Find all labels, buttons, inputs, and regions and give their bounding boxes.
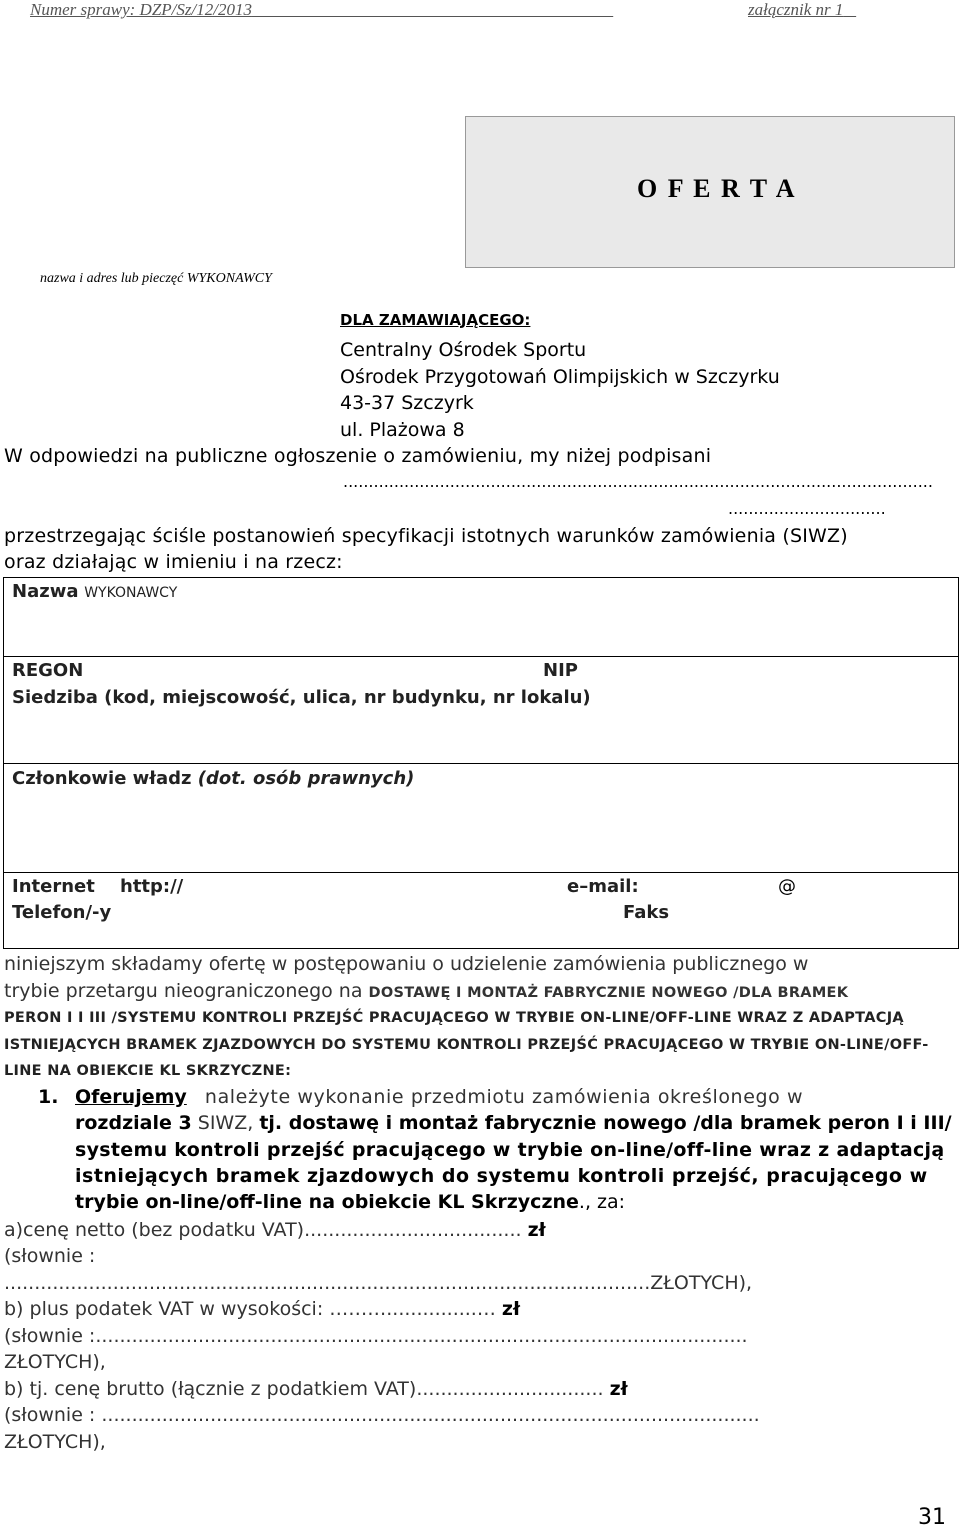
nip-label: NIP <box>543 660 578 681</box>
point-1-line-1: Oferujemy należyte wykonanie przedmiotu zamówienia określonego w <box>75 1086 804 1108</box>
phone-label: Telefon/-y <box>12 902 112 923</box>
signatory-dots-2: ............................... <box>728 499 886 518</box>
recipient-line-2: Ośrodek Przygotowań Olimpijskich w Szczyrku <box>340 366 780 388</box>
point-1-line-2: rozdziale 3 SIWZ, tj. dostawę i montaż fabrycznie nowego /dla bramek peron I i III/ <box>75 1112 952 1134</box>
offer-line-3: PERON I I III /SYSTEMU KONTROLI PRZEJŚĆ PRACUJĄCEGO W TRYBIE ON-LINE/OFF-LINE WRAZ Z ADAPTACJĄ <box>4 1010 904 1026</box>
recipient-line-3: 43-37 Szczyrk <box>340 392 474 414</box>
offer-line-2: trybie przetargu nieograniczonego na DOSTAWĘ I MONTAŻ FABRYCZNIE NOWEGO /DLA BRAMEK <box>4 980 849 1002</box>
form-separator <box>3 763 959 764</box>
offer-line-1: niniejszym składamy ofertę w postępowaniu o udzielenie zamówienia publicznego w <box>4 953 809 975</box>
board-members-label: Członkowie władz (dot. osób prawnych) <box>12 768 415 789</box>
offer-title: O F E R T A <box>637 174 797 203</box>
recipient-line-1: Centralny Ośrodek Sportu <box>340 339 587 361</box>
form-separator <box>3 872 959 873</box>
page-number: 31 <box>918 1505 946 1530</box>
vat-words-dots: (słownie :............................................................................................................ <box>4 1325 748 1347</box>
form-separator <box>3 656 959 657</box>
offer-line-4: ISTNIEJĄCYCH BRAMEK ZJAZDOWYCH DO SYSTEMU KONTROLI PRZEJŚĆ PRACUJĄCEGO W TRYBIE ON-LINE/OFF- <box>4 1037 929 1053</box>
recipient-line-4: ul. Plażowa 8 <box>340 419 465 441</box>
gross-price-line: b) tj. cenę brutto (łącznie z podatkiem VAT)............................... zł <box>4 1378 628 1400</box>
point-1-line-5: trybie on-line/off-line na obiekcie KL Skrzyczne., za: <box>75 1191 626 1213</box>
regon-label: REGON <box>12 660 84 681</box>
vat-line: b) plus podatek VAT w wysokości: ………...............… zł <box>4 1298 521 1320</box>
intro-line-1: W odpowiedzi na publiczne ogłoszenie o zamówieniu, my niżej podpisani <box>4 445 712 467</box>
intro-line-2: przestrzegając ściśle postanowień specyfikacji istotnych warunków zamówienia (SIWZ) <box>4 525 848 547</box>
internet-label: Internet <box>12 876 95 897</box>
gross-words-currency: ZŁOTYCH), <box>4 1431 106 1453</box>
gross-words-dots: (słownie : ............................................................................................................. <box>4 1404 760 1426</box>
net-price-words-label: (słownie : <box>4 1245 96 1267</box>
net-price-line: a)cenę netto (bez podatku VAT).................................... zł <box>4 1219 546 1241</box>
point-1-line-3: systemu kontroli przejść pracującego w trybie on-line/off-line wraz z adaptacją <box>75 1139 945 1161</box>
intro-line-3: oraz działając w imieniu i na rzecz: <box>4 551 343 573</box>
net-price-words-dots: ...........................................................................................................ZŁOTYCH), <box>4 1272 753 1294</box>
address-label: Siedziba (kod, miejscowość, ulica, nr budynku, nr lokalu) <box>12 687 591 708</box>
http-label: http:// <box>120 876 184 897</box>
name-label: Nazwa WYKONAWCY <box>12 581 178 602</box>
signatory-dots-1: .................................................................................................................... <box>343 472 933 491</box>
email-label: e–mail: <box>567 876 639 897</box>
contractor-stamp-label: nazwa i adres lub pieczęć WYKONAWCY <box>40 271 272 286</box>
at-sign: @ <box>778 876 796 897</box>
offer-line-5: LINE NA OBIEKCIE KL SKRZYCZNE: <box>4 1063 292 1079</box>
recipient-heading: DLA ZAMAWIAJĄCEGO: <box>340 311 531 329</box>
point-1-line-4: istniejących bramek zjazdowych do systemu kontroli przejść, pracującego w <box>75 1165 928 1187</box>
vat-words-currency: ZŁOTYCH), <box>4 1351 106 1373</box>
fax-label: Faks <box>623 902 670 923</box>
point-1-number: 1. <box>38 1086 59 1108</box>
attachment-label: załącznik nr 1 <box>748 0 844 19</box>
case-number: Numer sprawy: DZP/Sz/12/2013 <box>30 0 252 19</box>
